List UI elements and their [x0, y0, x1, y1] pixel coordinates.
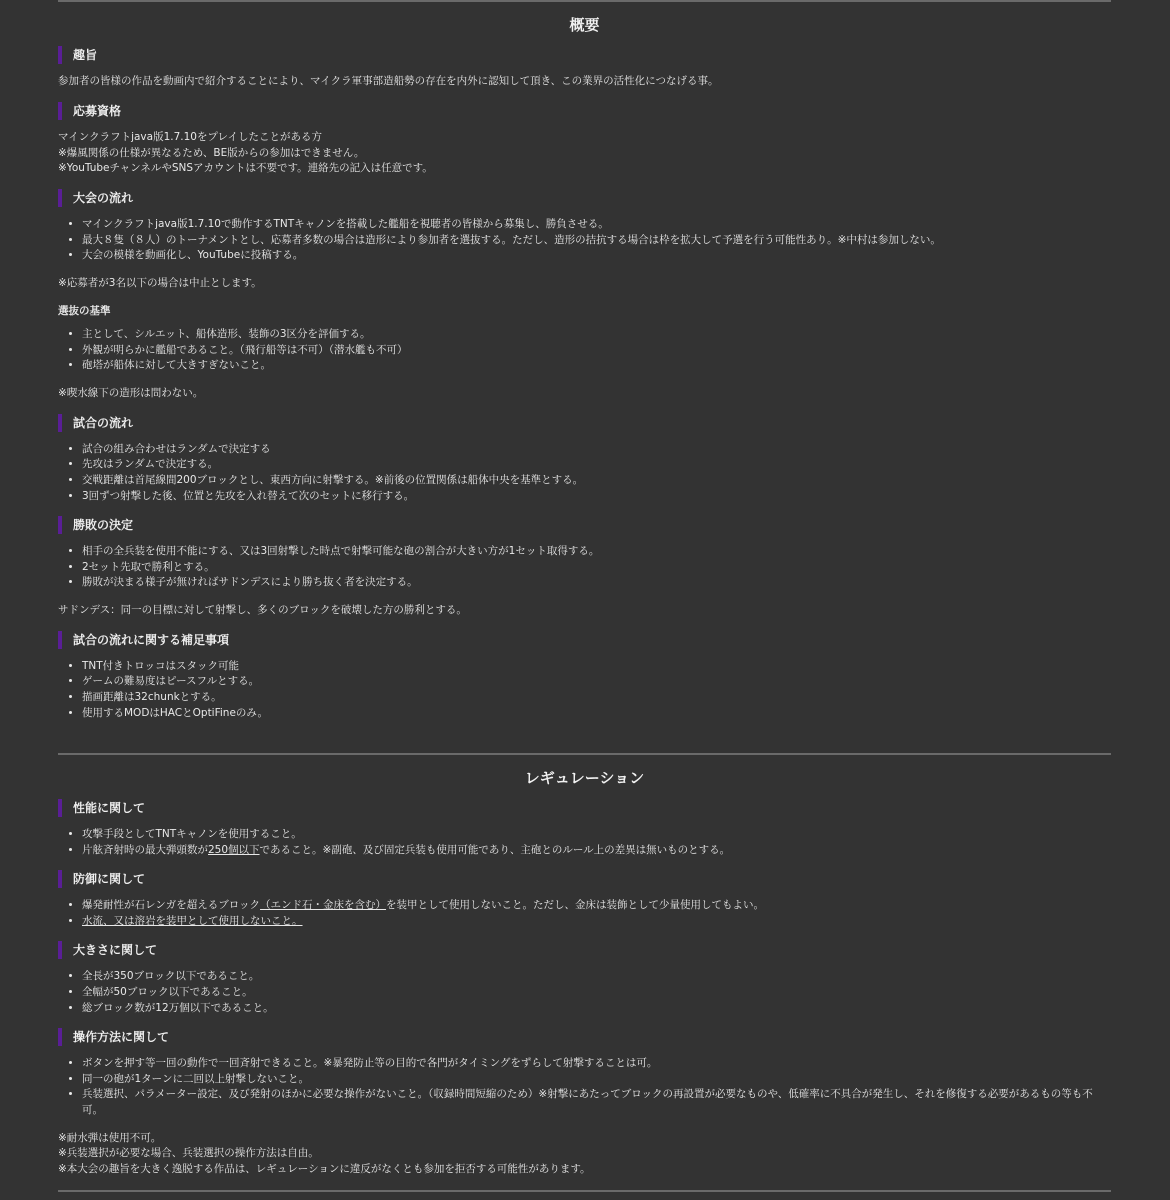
list-item: • 全長が350ブロック以下であること。 [82, 969, 1111, 985]
note-line: ※兵装選択が必要な場合、兵装選択の操作方法は自由。 [58, 1147, 319, 1160]
list-item: • 外観が明らかに艦船であること。（飛行船等は不可）（潜水艦も不可） [82, 343, 1111, 359]
list-item: • 最大８隻（８人）のトーナメントとし、応募者多数の場合は造形により参加者を選抜する。ただし、造形の拮抗する場合は枠を拡大して予選を行う可能性あり。※中村は参加しない。 [82, 233, 1111, 249]
warhead-limit-link[interactable]: 250個以下 [208, 843, 260, 856]
list-item: • 使用するMODはHACとOptiFineのみ。 [82, 706, 1111, 722]
flow-note: ※応募者が3名以下の場合は中止とします。 [58, 276, 262, 289]
performance-list [58, 827, 1111, 858]
purpose-text: 参加者の皆様の作品を動画内で紹介することにより、マイクラ軍事部造船勢の存在を内外に認知して頂き、この業界の活性化につなげる事。 [58, 75, 719, 87]
operation-heading: 操作方法に関して [58, 1028, 1111, 1046]
section-spacer [58, 733, 1111, 753]
size-heading: 大きさに関して [58, 941, 1111, 959]
list-item [82, 898, 1111, 914]
eligibility-text [58, 130, 1111, 177]
list-item: • 総ブロック数が12万個以下であること。 [82, 1001, 1111, 1017]
list-item: • 攻撃手段としてTNTキャノンを使用すること。 [82, 827, 1111, 843]
water-lava-link[interactable]: 水流、又は溶岩を装甲として使用しないこと。 [82, 914, 303, 927]
performance-text-post: であること。※副砲、及び固定兵装も使用可能であり、主砲とのルール上の差異は無いものとする。 [259, 843, 731, 856]
note-line: ※本大会の趣旨を大きく逸脱する作品は、レギュレーションに違反がなくとも参加を拒否する可能性があります。 [58, 1163, 591, 1176]
defense-heading: 防御に関して [58, 870, 1111, 888]
top-divider [58, 0, 1111, 2]
overview-section [58, 16, 1111, 721]
selection-heading: 選抜の基準 [58, 304, 111, 317]
list-item: • 先攻はランダムで決定する。 [82, 457, 1111, 473]
list-item [82, 843, 1111, 859]
eligibility-line: ※YouTubeチャンネルやSNSアカウントは不要です。連絡先の記入は任意です。 [58, 162, 433, 175]
supplement-heading: 試合の流れに関する補足事項 [58, 631, 1111, 649]
bottom-divider [58, 1190, 1111, 1192]
list-item: • 試合の組み合わせはランダムで決定する [82, 442, 1111, 458]
regulation-section [58, 769, 1111, 1178]
list-item: • 2セット先取で勝利とする。 [82, 560, 1111, 576]
selection-note: ※喫水線下の造形は問わない。 [58, 387, 204, 400]
list-item [82, 914, 1111, 930]
section-divider [58, 753, 1111, 755]
defense-text-pre: 爆発耐性が石レンガを超えるブロック [82, 899, 261, 912]
list-item: • 同一の砲が1ターンに二回以上射撃しないこと。 [82, 1072, 1111, 1088]
defense-text-post: を装甲として使用しないこと。ただし、金床は装飾として少量使用してもよい。 [386, 899, 765, 912]
eligibility-heading: 応募資格 [58, 102, 1111, 120]
victory-heading: 勝敗の決定 [58, 516, 1111, 534]
list-item: • 主として、シルエット、船体造形、装飾の3区分を評価する。 [82, 327, 1111, 343]
list-item: • 勝敗が決まる様子が無ければサドンデスにより勝ち抜く者を決定する。 [82, 575, 1111, 591]
victory-list [58, 544, 1111, 591]
list-item: • 兵装選択、パラメーター設定、及び発射のほかに必要な操作がないこと。（収録時間短縮のため）※射撃にあたってブロックの再設置が必要なものや、低確率に不具合が発生し、それを修復する必要があるもの等も不可。 [82, 1087, 1111, 1118]
flow-list [58, 217, 1111, 264]
list-item: • 交戦距離は首尾線間200ブロックとし、東西方向に射撃する。※前後の位置関係は船体中央を基準とする。 [82, 473, 1111, 489]
match-flow-heading: 試合の流れ [58, 414, 1111, 432]
list-item: • 全幅が50ブロック以下であること。 [82, 985, 1111, 1001]
match-flow-list [58, 442, 1111, 504]
list-item: • マインクラフトjava版1.7.10で動作するTNTキャノンを搭載した艦船を視聴者の皆様から募集し、勝負させる。 [82, 217, 1111, 233]
list-item: • ボタンを押す等一回の動作で一回斉射できること。※暴発防止等の目的で各門がタイミングをずらして射撃することは可。 [82, 1056, 1111, 1072]
defense-list [58, 898, 1111, 929]
purpose-heading: 趣旨 [58, 46, 1111, 64]
performance-text-pre: 片舷斉射時の最大弾頭数が [82, 843, 208, 856]
performance-heading: 性能に関して [58, 799, 1111, 817]
list-item: • TNT付きトロッコはスタック可能 [82, 659, 1111, 675]
list-item: • 大会の模様を動画化し、YouTubeに投稿する。 [82, 248, 1111, 264]
list-item: • 砲塔が船体に対して大きすぎないこと。 [82, 358, 1111, 374]
list-item: • 3回ずつ射撃した後、位置と先攻を入れ替えて次のセットに移行する。 [82, 489, 1111, 505]
list-item: • 相手の全兵装を使用不能にする、又は3回射撃した時点で射撃可能な砲の割合が大きい方が1セット取得する。 [82, 544, 1111, 560]
list-item: • 描画距離は32chunkとする。 [82, 690, 1111, 706]
supplement-list [58, 659, 1111, 721]
victory-note: サドンデス：同一の目標に対して射撃し、多くのブロックを破壊した方の勝利とする。 [58, 603, 467, 616]
size-list [58, 969, 1111, 1016]
operation-notes [58, 1131, 1111, 1178]
regulation-title: レギュレーション [524, 769, 645, 788]
operation-list [58, 1056, 1111, 1118]
page-content [58, 0, 1111, 1192]
overview-title: 概要 [569, 16, 600, 34]
eligibility-line: ※爆風関係の仕様が異なるため、BE版からの参加はできません。 [58, 146, 365, 159]
end-stone-anvil-link[interactable]: （エンド石・金床を含む） [260, 899, 387, 912]
list-item: • ゲームの難易度はピースフルとする。 [82, 674, 1111, 690]
flow-heading: 大会の流れ [58, 189, 1111, 207]
eligibility-line: マインクラフトjava版1.7.10をプレイしたことがある方 [58, 130, 323, 143]
selection-list [58, 327, 1111, 374]
note-line: ※耐水弾は使用不可。 [58, 1131, 162, 1144]
